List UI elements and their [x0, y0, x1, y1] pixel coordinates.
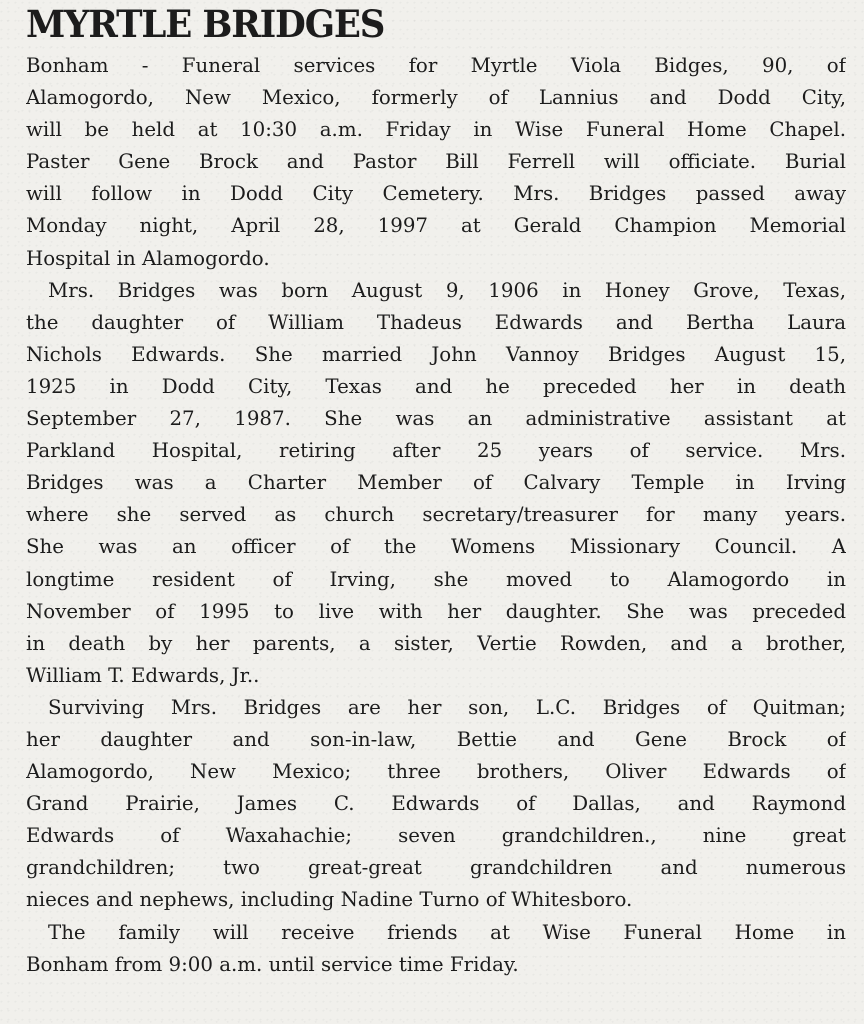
text-line: will be held at 10:30 a.m. Friday in Wise Funeral Home Chapel. — [26, 118, 846, 142]
text-line: Edwards of Waxahachie; seven grandchildren., nine great — [26, 824, 846, 848]
text-line: The family will receive friends at Wise Funeral Home in — [48, 920, 846, 944]
text-line: Hospital in Alamogordo. — [26, 246, 270, 270]
text-line: in death by her parents, a sister, Vertie Rowden, and a brother, — [26, 631, 846, 655]
text-line: nieces and nephews, including Nadine Turno of Whitesboro. — [26, 888, 633, 912]
paragraph-survivors — [26, 692, 846, 917]
text-line: She was an officer of the Womens Missionary Council. A — [26, 535, 846, 559]
text-line: William T. Edwards, Jr.. — [26, 663, 260, 687]
text-line: Bonham - Funeral services for Myrtle Viola Bidges, 90, of — [26, 54, 846, 77]
text-line: Grand Prairie, James C. Edwards of Dallas, and Raymond — [26, 792, 846, 816]
paragraph-funeral-details — [26, 50, 846, 275]
text-line: Surviving Mrs. Bridges are her son, L.C. Bridges of Quitman; — [48, 695, 846, 719]
paragraph-biography — [26, 275, 846, 692]
text-line: grandchildren; two great-great grandchildren and numerous — [26, 856, 846, 880]
text-line: Alamogordo, New Mexico, formerly of Lannius and Dodd City, — [26, 86, 846, 110]
text-line: September 27, 1987. She was an administrative assistant at — [26, 407, 846, 431]
paragraph-visitation — [26, 917, 846, 981]
text-line: Nichols Edwards. She married John Vannoy Bridges August 15, — [26, 342, 846, 366]
text-line: her daughter and son-in-law, Bettie and Gene Brock of — [26, 727, 846, 751]
text-line: Bridges was a Charter Member of Calvary Temple in Irving — [26, 471, 846, 495]
text-line: Bonham from 9:00 a.m. until service time Friday. — [26, 952, 519, 976]
text-line: Monday night, April 28, 1997 at Gerald Champion Memorial — [26, 214, 846, 238]
text-line: Parkland Hospital, retiring after 25 years of service. Mrs. — [26, 439, 846, 463]
text-line: where she served as church secretary/treasurer for many years. — [26, 503, 846, 527]
text-line: Paster Gene Brock and Pastor Bill Ferrell will officiate. Burial — [26, 150, 846, 174]
text-line: Mrs. Bridges was born August 9, 1906 in Honey Grove, Texas, — [48, 278, 846, 302]
obituary-headline: MYRTLE BRIDGES — [26, 2, 385, 46]
text-line: Alamogordo, New Mexico; three brothers, Oliver Edwards of — [26, 760, 846, 784]
text-line: the daughter of William Thadeus Edwards and Bertha Laura — [26, 310, 846, 334]
text-line: will follow in Dodd City Cemetery. Mrs. Bridges passed away — [26, 182, 846, 206]
text-line: November of 1995 to live with her daughter. She was preceded — [26, 599, 846, 623]
text-line: longtime resident of Irving, she moved to Alamogordo in — [26, 567, 846, 591]
text-line: 1925 in Dodd City, Texas and he preceded her in death — [26, 374, 846, 398]
